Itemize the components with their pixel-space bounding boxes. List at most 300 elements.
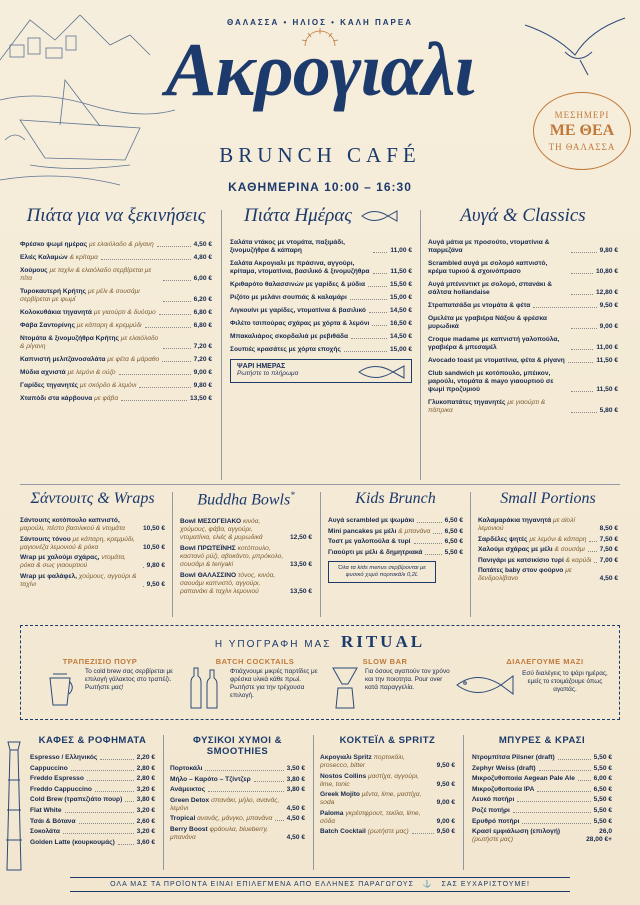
menu-item-price: 4,50 €: [286, 815, 305, 823]
leader-dots: [351, 338, 387, 339]
menu-item-name: [320, 791, 431, 807]
menu-item-title: Κολοκυθάκια τηγανητά: [20, 309, 92, 316]
menu-item-title: Μύδια αχνιστά: [20, 369, 66, 376]
fish-sketch-icon: [357, 363, 405, 381]
fish-drawing-icon: [455, 672, 515, 698]
menu-item-price: 6,50 €: [444, 527, 463, 535]
leader-dots: [275, 820, 283, 821]
menu-item-desc: γκρέιπφρουτ, τεκίλα, lime, σόδα: [320, 809, 421, 825]
menu-item-price: 3,20 €: [136, 806, 155, 814]
menu-item-name: [230, 260, 370, 276]
beer-wine-section: [472, 735, 612, 849]
menu-item-title: Σαλάτα ντάκος με ντομάτα, παξιμάδι, ξινομυζήθρα & κάπαρη: [230, 239, 345, 254]
menu-item-name: [30, 818, 76, 826]
leader-dots: [571, 294, 593, 295]
bowls-list: [180, 518, 312, 595]
menu-item-name: [20, 309, 156, 317]
leader-dots: [79, 823, 134, 824]
menu-item: [30, 775, 155, 783]
menu-item-title: Batch Cocktail: [320, 828, 366, 836]
menu-item: [30, 839, 155, 847]
footer-right: ΣΑΣ ΕΥΧΑΡΙΣΤΟΥΜΕ!: [441, 881, 530, 888]
menu-item-desc: με ελαιόλαδο & ρίγανη: [20, 335, 159, 350]
menu-item: [20, 517, 165, 533]
fish-of-day-title: ΨΑΡΙ ΗΜΕΡΑΣ: [237, 363, 286, 370]
menu-item-title: Ακρογιαλι Spritz: [320, 754, 372, 761]
menu-item-title: Αυγά μπένεντικτ με σολομό, σπανάκι & σάλτσα hollandaise: [428, 281, 553, 296]
restaurant-title: Ακρογιαλι: [165, 28, 475, 112]
menu-item-name: [230, 320, 369, 328]
menu-item-price: 5,50 €: [444, 548, 463, 556]
menu-item: [320, 773, 455, 789]
menu-item: [30, 754, 155, 762]
menu-item: [230, 333, 412, 341]
menu-item: [428, 260, 618, 276]
menu-item-desc: με σκόρδο & λεμόνι: [79, 382, 137, 389]
menu-item: [230, 281, 412, 289]
menu-item-desc: κοτόπουλο, καστανό ρύζι, αβοκάντο, μπρόκολο, σουσάμι & teriyaki: [180, 544, 284, 568]
leader-dots: [159, 314, 191, 315]
menu-item-desc: σπανάκι, μήλο, ανανάς, λεμόνι: [170, 796, 280, 812]
menu-item-price: 7,00 €: [599, 556, 618, 564]
menu-item-desc: με δενδρολίβανο: [478, 567, 572, 583]
menu-item-title: Nostos Collins: [320, 772, 367, 780]
leader-dots: [119, 374, 191, 375]
fish-of-day-box: [230, 359, 412, 383]
leader-dots: [208, 791, 284, 792]
ritual-block-text: Το cold brew σας σερβίρεται με επιλογή γάλακτος στο τραπέζι. Ρωτήστε μας!: [85, 668, 174, 691]
menu-item-name: [478, 517, 594, 533]
menu-item: [20, 288, 212, 304]
menu-item-price: 12,50 €: [290, 534, 312, 542]
menu-item-title: Χταπόδι στα κάρβουνα: [20, 395, 93, 402]
menu-item-title: Ριζότο με μελάνι σουπιάς & καλαμάρι: [230, 294, 347, 301]
cocktails-list: [320, 754, 455, 836]
ritual-heading: [0, 632, 640, 652]
menu-item-price: 11,00 €: [390, 247, 412, 254]
carafe-price: [586, 828, 612, 844]
menu-item-title: Bowl ΜΕΣΟΓΕΙΑΚΟ: [180, 518, 242, 526]
menu-item: [428, 370, 618, 394]
menu-item-title: Μικροζυθοποιία Aegean Pale Ale: [472, 775, 575, 783]
menu-item-name: [20, 241, 154, 249]
sandwiches-list: [20, 517, 165, 589]
menu-item-title: Freddo Cappuccino: [30, 785, 92, 793]
leader-dots: [433, 533, 441, 534]
menu-item-price: 2,80 €: [136, 764, 155, 772]
menu-item-name: [20, 517, 137, 533]
coffee-title: ΚΑΦΕΣ & ΡΟΦΗΜΑΤΑ: [38, 735, 147, 746]
menu-item-title: Wrap με φαλάφελ,: [20, 572, 77, 580]
menu-item-name: [428, 399, 568, 415]
menu-item-name: [180, 518, 284, 542]
starters-list: [20, 241, 212, 403]
menu-item-name: [478, 557, 591, 565]
menu-item-title: Espresso / Ελληνικός: [30, 754, 98, 761]
menu-item-price: 6,20 €: [193, 296, 212, 303]
menu-item-title: Χούμους: [20, 267, 48, 274]
menu-item-name: [230, 333, 348, 341]
eggs-section: [428, 205, 618, 420]
menu-item-price: 3,50 €: [286, 765, 305, 772]
menu-item-desc: & καρύδι: [565, 556, 592, 564]
menu-item-title: Ομελέτα με γραβιέρα Νάξου & φρέσκα μυρωδικά: [428, 315, 547, 330]
leader-dots: [121, 400, 187, 401]
sea-view-badge: [533, 92, 631, 170]
menu-item-price: 9,50 €: [436, 780, 455, 788]
menu-item: [230, 294, 412, 302]
menu-item-title: Ανάμεικτος: [170, 786, 206, 794]
carafe-price-1: 26,0: [599, 828, 612, 836]
menu-item-price: 3,60 €: [136, 838, 155, 846]
menu-item-price: 5,50 €: [593, 806, 612, 814]
menu-item-name: [428, 336, 568, 352]
menu-item: [20, 241, 212, 249]
menu-item: [478, 517, 618, 533]
menu-item: [20, 395, 212, 403]
menu-item-price: 4,50 €: [286, 833, 305, 841]
kids-list: [328, 517, 463, 557]
menu-item: [472, 786, 612, 794]
menu-item-name: [170, 776, 251, 784]
carafe-item: [472, 828, 612, 844]
menu-item: [20, 356, 212, 364]
menu-item-desc: κινόα, χούμους, φάβα, αγγούρι, ντοματίνια, ελιές & μυρωδικά: [180, 518, 263, 542]
menu-item-price: 9,00 €: [436, 799, 455, 807]
bottles-icon: [185, 666, 225, 710]
leader-dots: [163, 301, 191, 302]
menu-item-price: 9,50 €: [599, 302, 618, 309]
beer-wine-list: [472, 754, 612, 826]
menu-item-title: Γιαούρτι με μέλι & δημητριακά: [328, 548, 423, 556]
menu-item: [472, 754, 612, 762]
menu-item: [428, 357, 618, 365]
small-portions-list: [478, 517, 618, 583]
menu-item-title: Τσάι & Βότανα: [30, 817, 76, 825]
menu-item-price: 16,50 €: [390, 320, 412, 327]
menu-item-title: Μπακαλιάρος σκορδαλιά με ρεβιθάδα: [230, 333, 349, 340]
cocktails-title: ΚΟΚΤΕΪΛ & SPRITZ: [339, 735, 436, 746]
menu-item-name: [20, 288, 160, 304]
menu-item-price: 9,50 €: [146, 580, 165, 588]
menu-item-name: [170, 765, 202, 773]
daily-title: Πιάτα Ημέρας: [243, 205, 353, 226]
leader-dots: [571, 273, 593, 274]
menu-item: [320, 828, 455, 836]
menu-item: [472, 765, 612, 773]
menu-item-name: [320, 754, 431, 770]
menu-item-name: [30, 786, 92, 794]
menu-item-name: [170, 826, 281, 842]
menu-item-name: [170, 815, 272, 823]
menu-item-price: 12,80 €: [596, 289, 618, 296]
menu-item-title: Φρέσκο ψωμί ημέρας: [20, 241, 88, 248]
menu-item-title: Πορτοκάλι: [170, 765, 203, 772]
menu-item: [428, 336, 618, 352]
ritual-prefix: Η ΥΠΟΓΡΑΦΗ ΜΑΣ: [214, 639, 332, 650]
menu-item: [472, 807, 612, 815]
badge-line-1: ΜΕΣΗΜΕΡΙ: [554, 110, 610, 120]
leader-dots: [143, 586, 144, 587]
menu-item-price: 3,20 €: [136, 785, 155, 793]
menu-item-name: [328, 538, 411, 546]
leader-dots: [254, 781, 284, 782]
menu-item-name: [20, 395, 118, 403]
menu-item-price: 6,50 €: [593, 785, 612, 793]
leader-dots: [95, 791, 134, 792]
leader-dots: [118, 844, 134, 845]
menu-item: [180, 545, 312, 569]
leader-dots: [350, 299, 387, 300]
menu-item-price: 6,80 €: [193, 309, 212, 316]
ritual-block-text: Φτιάχνουμε μικρές παρτίδες με φρέσκα υλικά κάθε πρωί. Ρωτήστε για την τρέχουσα επιλογή.: [230, 668, 318, 699]
menu-item-desc: με κάπαρη, κρεμμύδι, μαγιονέζα λεμονιού & ρόκα: [20, 535, 135, 551]
leader-dots: [344, 351, 387, 352]
menu-item-title: Αυγά scrambled με ψωμάκι: [328, 517, 415, 524]
coffee-list: [30, 754, 155, 847]
menu-item-title: Zephyr Weiss (draft): [472, 764, 536, 772]
menu-item-title: Golden Latte (κουρκουμάς): [30, 838, 115, 846]
cocktails-section: [320, 735, 455, 839]
menu-item-title: Γλυκοπατάτες τηγανητές: [428, 399, 506, 406]
menu-item: [30, 828, 155, 836]
menu-item: [170, 765, 305, 773]
menu-item: [30, 818, 155, 826]
menu-item: [428, 302, 618, 310]
menu-item: [478, 557, 618, 565]
menu-item-name: [320, 828, 409, 836]
menu-item-name: [472, 786, 534, 794]
menu-item-price: 14,50 €: [390, 307, 412, 314]
menu-item-price: 15,00 €: [390, 294, 412, 301]
menu-item-title: Σοκολάτα: [30, 828, 60, 836]
menu-item-name: [170, 786, 205, 794]
menu-item-price: 10,80 €: [596, 268, 618, 275]
menu-item-name: [428, 315, 568, 331]
menu-item-title: Στραπατσάδα με ντομάτα & φέτα: [428, 302, 531, 309]
menu-item-name: [20, 335, 160, 351]
menu-item-name: [428, 260, 568, 276]
menu-item-title: Flat White: [30, 806, 62, 814]
beer-wine-title: ΜΠΥΡΕΣ & ΚΡΑΣΙ: [498, 735, 586, 746]
menu-item-title: Wrap με χαλούμι σχάρας,: [20, 554, 100, 562]
menu-item: [230, 307, 412, 315]
menu-item-name: [170, 797, 281, 813]
menu-item-desc: μαστίχα, αγγούρι, lime, tonic: [320, 772, 419, 788]
menu-item-price: 6,00 €: [593, 775, 612, 783]
small-portions-section: [478, 490, 618, 586]
menu-item-title: Croque madame με καπνιστή γαλοπούλα, γραβιέρα & μπεσαμέλ: [428, 336, 560, 351]
menu-item: [472, 796, 612, 804]
menu-item-title: Ντρομπίτσα Pilsner (draft): [472, 754, 555, 761]
menu-item: [30, 796, 155, 804]
menu-item: [230, 346, 412, 354]
menu-item-price: 4,50 €: [286, 804, 305, 812]
menu-item-title: Πανιγάρι με κατσικίσιο τυρί: [478, 556, 564, 564]
kids-note: Όλα τα kids menus σερβίρονται με φυσικό χυμό πορτοκάλι 0,2L: [328, 561, 436, 583]
menu-item-price: 6,50 €: [444, 517, 463, 524]
leader-dots: [425, 554, 441, 555]
menu-item: [20, 382, 212, 390]
menu-item-name: [30, 775, 84, 783]
menu-item: [428, 399, 618, 415]
menu-item-price: 3,20 €: [136, 828, 155, 836]
menu-item-name: [20, 322, 142, 330]
ritual-title: RITUAL: [340, 632, 426, 651]
menu-item-price: 7,20 €: [193, 343, 212, 350]
menu-item-price: 2,80 €: [136, 775, 155, 783]
leader-dots: [588, 551, 597, 552]
menu-item-name: [230, 281, 365, 289]
menu-item-price: 5,50 €: [593, 817, 612, 825]
menu-item: [320, 810, 455, 826]
menu-item-price: 4,50 €: [193, 241, 212, 248]
menu-item-name: [230, 307, 366, 315]
carafe-price-2: 28,00 €+: [586, 836, 612, 844]
menu-item-price: 9,00 €: [436, 817, 455, 825]
menu-item-price: 11,50 €: [390, 268, 412, 275]
leader-dots: [87, 780, 134, 781]
leader-dots: [571, 252, 597, 253]
leader-dots: [533, 307, 596, 308]
menu-item-name: [20, 254, 98, 262]
menu-item-desc: με φάβα: [94, 395, 119, 402]
menu-item-title: Tropical: [170, 815, 196, 823]
menu-item: [170, 797, 305, 813]
menu-item-title: Λιγκουίνι με γαρίδες, ντοματίνια & βασιλικό: [230, 307, 366, 314]
menu-item-name: [230, 239, 370, 255]
badge-line-3: ΤΗ ΘΑΛΑΣΣΑ: [548, 142, 616, 152]
menu-item: [230, 320, 412, 328]
leader-dots: [125, 801, 133, 802]
leader-dots: [539, 770, 591, 771]
menu-item-desc: & σουσάμι: [554, 546, 585, 554]
column-divider: [463, 735, 464, 870]
menu-item: [20, 322, 212, 330]
menu-item-title: Cold Brew (τραπεζιάτο πουρ): [30, 796, 123, 804]
menu-item-price: 9,00 €: [193, 369, 212, 376]
tagline: ΘΑΛΑΣΣΑ • ΗΛΙΟΣ • ΚΑΛΗ ΠΑΡΕΑ: [226, 18, 414, 27]
menu-item-name: [328, 549, 422, 557]
menu-item-price: 13,50 €: [190, 395, 212, 402]
carafe-name-group: [472, 828, 560, 844]
menu-item-name: [20, 536, 137, 552]
menu-item-title: Freddo Espresso: [30, 775, 84, 783]
menu-item-price: 5,50 €: [593, 796, 612, 804]
footer-left: ΟΛΑ ΜΑΣ ΤΑ ΠΡΟΪΟΝΤΑ ΕΙΝΑΙ ΕΠΙΛΕΓΜΕΝΑ ΑΠΟ ΕΛΛΗΝΕΣ ΠΑΡΑΓΩΓΟΥΣ: [110, 881, 414, 888]
menu-item-title: Σαλάτα Ακρογιαλι με πράσινα, αγγούρι, κρίταμα, ντοματίνια, βασιλικό & ξινομυζήθρα: [230, 260, 370, 275]
menu-item-price: 11,50 €: [596, 386, 618, 393]
menu-item-price: 10,50 €: [143, 543, 165, 551]
menu-item: [320, 754, 455, 770]
menu-item-desc: με λεμόνι & κάπαρη: [529, 535, 587, 543]
carafe-desc: (ρωτήστε μας): [472, 836, 514, 844]
leader-dots: [578, 780, 591, 781]
menu-item-desc: με ελαιόλαδο & ρίγανη: [88, 241, 154, 248]
bowls-title: Buddha Bowls: [197, 491, 291, 509]
menu-item: [328, 538, 463, 546]
menu-item: [428, 239, 618, 255]
menu-item: [20, 536, 165, 552]
juices-list: [170, 765, 305, 842]
menu-item-title: Cappuccino: [30, 764, 68, 772]
menu-item-title: Paloma: [320, 809, 344, 817]
menu-item-name: [180, 545, 284, 569]
leader-dots: [368, 286, 387, 287]
bowls-star: *: [290, 490, 295, 500]
menu-item-desc: (ρωτήστε μας): [367, 828, 409, 836]
menu-item-title: Σαρδέλες ψητές: [478, 535, 528, 543]
menu-item-price: 15,00 €: [390, 346, 412, 353]
kids-title: Kids Brunch: [355, 490, 436, 507]
menu-item-desc: με αϊολί λεμονιού: [478, 517, 575, 532]
menu-item-price: 10,50 €: [143, 525, 165, 532]
menu-item: [30, 807, 155, 815]
leader-dots: [537, 791, 590, 792]
menu-item-title: Πατάτες baby στον φούρνο: [478, 567, 564, 575]
menu-item-name: [30, 796, 122, 804]
menu-item-title: Τυροκαυτερή Κρήτης: [20, 288, 87, 295]
menu-item: [20, 267, 212, 283]
menu-item-title: Ελιές Καλαμών: [20, 254, 68, 261]
daily-list: [230, 239, 412, 354]
menu-item-desc: με γιαούρτι & δυόσμο: [93, 309, 156, 316]
menu-item-price: 9,50 €: [436, 828, 455, 836]
menu-item-name: [30, 754, 97, 762]
leader-dots: [157, 246, 191, 247]
menu-item-name: [478, 546, 585, 554]
menu-item-price: 9,80 €: [146, 562, 165, 570]
daily-section: [230, 205, 412, 383]
menu-item-title: Τοστ με γαλοπούλα & τυρί: [328, 538, 411, 546]
leader-dots: [65, 812, 134, 813]
menu-item-title: Bowl ΘΑΛΑΣΣΙΝΟ: [180, 571, 237, 579]
menu-item-title: Greek Mojito: [320, 791, 360, 799]
menu-item-desc: ντομάτα, ρόκα & σως γιαουρτιού: [20, 554, 127, 570]
juices-title: ΦΥΣΙΚΟΙ ΧΥΜΟΙ & SMOOTHIES: [193, 735, 282, 757]
ritual-block-title: ΤΡΑΠΕΖΙΣΙΟ ΠΟΥΡ: [62, 657, 138, 666]
menu-item-price: 5,50 €: [593, 764, 612, 772]
menu-item-price: 13,50 €: [290, 587, 312, 595]
leader-dots: [414, 543, 442, 544]
menu-item-title: Καλαμαράκια τηγανητά: [478, 517, 552, 524]
menu-item-price: 7,20 €: [193, 356, 212, 363]
menu-item: [180, 572, 312, 596]
leader-dots: [373, 252, 387, 253]
menu-item-title: Mini pancakes με μέλι: [328, 527, 397, 535]
eggs-list: [428, 239, 618, 415]
menu-item-price: 9,00 €: [599, 323, 618, 330]
menu-item-price: 3,80 €: [286, 786, 305, 794]
leader-dots: [143, 567, 144, 568]
menu-item-name: [428, 370, 568, 394]
leader-dots: [369, 312, 387, 313]
leader-dots: [589, 541, 596, 542]
menu-item: [478, 546, 618, 554]
leader-dots: [558, 759, 591, 760]
menu-item: [20, 554, 165, 570]
menu-item-price: 2,20 €: [136, 754, 155, 761]
lighthouse-icon: [2, 740, 26, 875]
leader-dots: [139, 387, 190, 388]
menu-item-title: Ντομάτα & ξινομυζήθρα Κρήτης: [20, 335, 119, 342]
menu-item-price: 15,50 €: [390, 281, 412, 288]
menu-item-price: 7,50 €: [599, 546, 618, 554]
menu-item-price: 13,50 €: [290, 560, 312, 568]
menu-item-name: [472, 765, 536, 773]
leader-dots: [594, 562, 596, 563]
leader-dots: [71, 770, 134, 771]
